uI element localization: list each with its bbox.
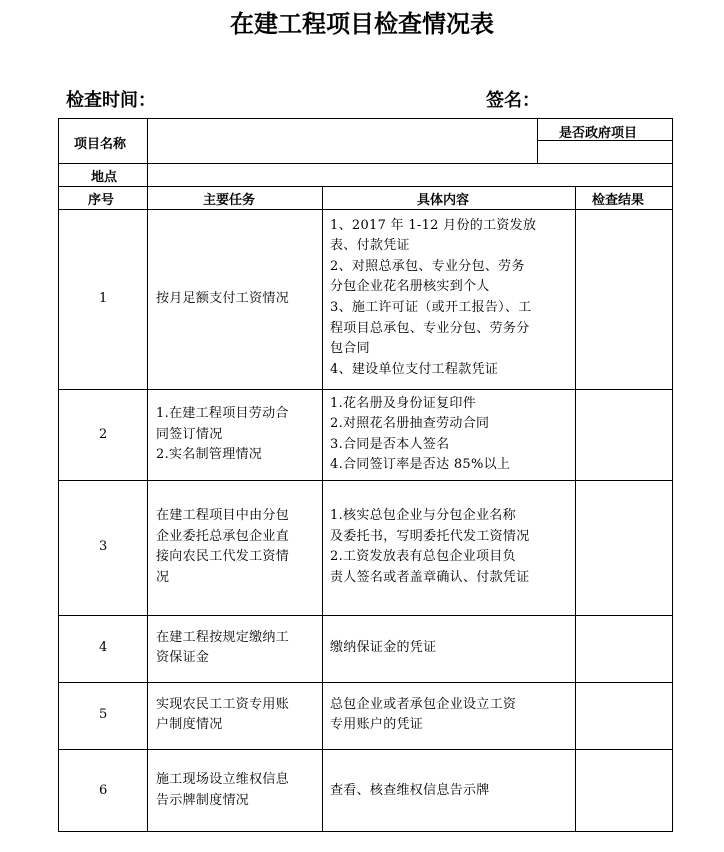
content-line: 1.核实总包企业与分包企业名称 <box>330 508 516 523</box>
task-line: 实现农民工工资专用账 <box>156 697 290 712</box>
content-line: 责人签名或者盖章确认、付款凭证 <box>330 570 530 585</box>
task-line: 接向农民工代发工资情 <box>156 549 290 564</box>
task-line: 同签订情况 <box>156 427 223 442</box>
content-line: 4、建设单位支付工程款凭证 <box>330 362 499 377</box>
content-line: 1、2017 年 1-12 月份的工资发放 <box>330 218 537 233</box>
header-content: 具体内容 <box>417 193 470 208</box>
table-border-top <box>58 118 673 119</box>
government-project-label: 是否政府项目 <box>559 126 638 141</box>
task-line: 企业委托总承包企业直 <box>156 529 290 544</box>
task-line: 况 <box>156 570 170 585</box>
table-line <box>322 186 323 832</box>
content-line: 2、对照总承包、专业分包、劳务 <box>330 259 525 274</box>
table-border-right <box>672 118 673 832</box>
row-number: 4 <box>99 640 108 655</box>
task-line: 在建工程按规定缴纳工 <box>156 630 290 645</box>
page-title: 在建工程项目检查情况表 <box>230 10 494 38</box>
content-line: 2.工资发放表有总包企业项目负 <box>330 549 516 564</box>
table-line <box>58 480 673 481</box>
task-line: 按月足额支付工资情况 <box>156 291 290 306</box>
task-line: 1.在建工程项目劳动合 <box>156 406 289 421</box>
content-line: 包合同 <box>330 341 370 356</box>
table-line <box>58 163 673 164</box>
table-line <box>58 682 673 683</box>
row-number: 2 <box>99 427 108 442</box>
row-number: 6 <box>99 783 108 798</box>
table-line <box>147 118 148 832</box>
content-line: 查看、核查维权信息告示牌 <box>330 783 490 798</box>
content-line: 程项目总承包、专业分包、劳务分 <box>330 321 530 336</box>
table-border-bottom <box>58 831 673 832</box>
content-line: 表、付款凭证 <box>330 238 410 253</box>
content-line: 3、施工许可证（或开工报告）、工 <box>330 300 532 315</box>
table-line <box>575 186 576 832</box>
table-line <box>58 749 673 750</box>
project-name-label: 项目名称 <box>74 137 127 152</box>
row-number: 5 <box>99 707 108 722</box>
task-line: 施工现场设立维权信息 <box>156 772 290 787</box>
task-line: 资保证金 <box>156 650 210 665</box>
table-line <box>537 118 538 164</box>
table-line <box>58 186 673 187</box>
task-line: 2.实名制管理情况 <box>156 447 263 462</box>
content-line: 专用账户的凭证 <box>330 717 424 732</box>
table-line <box>58 209 673 210</box>
header-no: 序号 <box>88 193 115 208</box>
check-time-label: 检查时间： <box>66 90 156 111</box>
header-task: 主要任务 <box>203 193 256 208</box>
signature-label: 签名： <box>486 90 540 111</box>
header-result: 检查结果 <box>592 193 645 208</box>
content-line: 4.合同签订率是否达 85%以上 <box>330 457 511 472</box>
content-line: 1.花名册及身份证复印件 <box>330 396 477 411</box>
task-line: 户制度情况 <box>156 717 223 732</box>
content-line: 分包企业花名册核实到个人 <box>330 279 490 294</box>
content-line: 3.合同是否本人签名 <box>330 437 450 452</box>
row-number: 3 <box>99 539 108 554</box>
table-line <box>58 389 673 390</box>
table-border-left <box>58 118 59 832</box>
task-line: 告示牌制度情况 <box>156 793 250 808</box>
content-line: 及委托书，写明委托代发工资情况 <box>330 529 530 544</box>
content-line: 2.对照花名册抽查劳动合同 <box>330 416 490 431</box>
location-label: 地点 <box>91 170 118 185</box>
task-line: 在建工程项目中由分包 <box>156 508 290 523</box>
content-line: 总包企业或者承包企业设立工资 <box>330 697 517 712</box>
content-line: 缴纳保证金的凭证 <box>330 640 437 655</box>
row-number: 1 <box>99 291 108 306</box>
table-line <box>58 615 673 616</box>
